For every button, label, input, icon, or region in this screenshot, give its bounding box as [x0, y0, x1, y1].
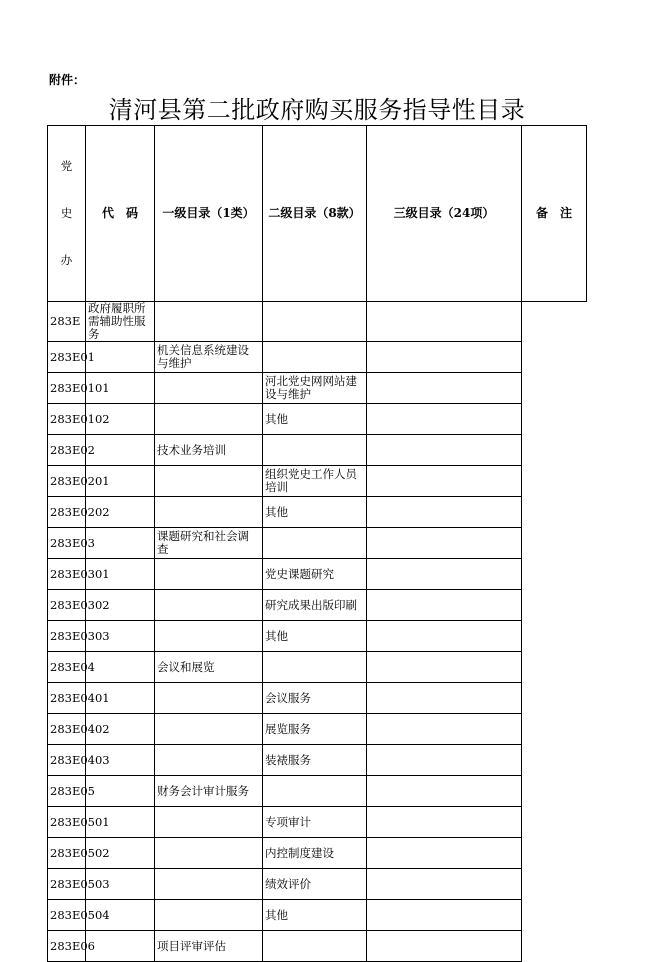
department-char: 史	[60, 206, 73, 220]
table-row	[48, 435, 587, 466]
cell-remark	[367, 745, 522, 776]
cell-level3: 其他	[263, 497, 367, 528]
cell-code: 283E0102	[48, 404, 86, 435]
table-row	[48, 807, 587, 838]
cell-remark	[367, 559, 522, 590]
table-row	[48, 714, 587, 745]
cell-level3	[263, 776, 367, 807]
page-title: 清河县第二批政府购买服务指导性目录	[108, 96, 526, 124]
cell-level2: 财务会计审计服务	[155, 776, 263, 807]
cell-remark	[367, 838, 522, 869]
cell-code: 283E0402	[48, 714, 86, 745]
cell-level3: 组织党史工作人员培训	[263, 466, 367, 497]
cell-remark	[367, 714, 522, 745]
cell-level2	[155, 838, 263, 869]
cell-remark	[367, 497, 522, 528]
cell-code: 283E0403	[48, 745, 86, 776]
cell-code: 283E0401	[48, 683, 86, 714]
cell-code: 283E0303	[48, 621, 86, 652]
cell-remark	[367, 435, 522, 466]
cell-level2	[155, 807, 263, 838]
cell-level3: 河北党史网网站建设与维护	[263, 373, 367, 404]
cell-code: 283E0501	[48, 807, 86, 838]
cell-level1	[86, 342, 155, 373]
table-row	[48, 559, 587, 590]
cell-level3	[263, 931, 367, 962]
cell-level2: 会议和展览	[155, 652, 263, 683]
cell-level2	[155, 621, 263, 652]
department-char: 党	[60, 159, 73, 173]
cell-remark	[367, 776, 522, 807]
cell-level3: 党史课题研究	[263, 559, 367, 590]
cell-level3: 装裱服务	[263, 745, 367, 776]
cell-remark	[367, 590, 522, 621]
cell-level2	[155, 714, 263, 745]
table-row	[48, 869, 587, 900]
cell-level3: 其他	[263, 621, 367, 652]
cell-level1	[86, 528, 155, 559]
cell-code: 283E06	[48, 931, 86, 962]
cell-level1	[86, 931, 155, 962]
cell-level2: 机关信息系统建设与维护	[155, 342, 263, 373]
table-row	[48, 838, 587, 869]
header-level2: 二级目录（8款）	[263, 126, 367, 302]
cell-level3: 专项审计	[263, 807, 367, 838]
cell-level1	[86, 652, 155, 683]
table-row	[48, 590, 587, 621]
cell-level2	[155, 302, 263, 342]
department-char: 办	[60, 253, 73, 267]
cell-level3: 内控制度建设	[263, 838, 367, 869]
cell-code: 283E0201	[48, 466, 86, 497]
cell-level2	[155, 869, 263, 900]
cell-remark	[367, 302, 522, 342]
cell-level3	[263, 342, 367, 373]
cell-level2	[155, 466, 263, 497]
table-row	[48, 776, 587, 807]
cell-level2: 课题研究和社会调查	[155, 528, 263, 559]
cell-code: 283E0302	[48, 590, 86, 621]
cell-level2	[155, 404, 263, 435]
cell-remark	[367, 466, 522, 497]
cell-level2	[155, 745, 263, 776]
attachment-label: 附件：	[49, 73, 86, 87]
cell-level2	[155, 683, 263, 714]
cell-level2	[155, 590, 263, 621]
table-row	[48, 900, 587, 931]
cell-remark	[367, 528, 522, 559]
cell-level3: 绩效评价	[263, 869, 367, 900]
cell-level3: 展览服务	[263, 714, 367, 745]
cell-level3: 其他	[263, 900, 367, 931]
cell-remark	[367, 373, 522, 404]
header-level3: 三级目录（24项）	[367, 126, 522, 302]
cell-code: 283E03	[48, 528, 86, 559]
cell-level2	[155, 900, 263, 931]
cell-level1: 政府履职所需辅助性服务	[86, 302, 155, 342]
cell-code: 283E0504	[48, 900, 86, 931]
cell-level2	[155, 497, 263, 528]
cell-code: 283E0502	[48, 838, 86, 869]
table-row	[48, 621, 587, 652]
header-remark: 备 注	[522, 126, 587, 302]
cell-level2	[155, 559, 263, 590]
cell-level3	[263, 435, 367, 466]
cell-code: 283E05	[48, 776, 86, 807]
table-row	[48, 652, 587, 683]
cell-remark	[367, 621, 522, 652]
cell-code: 283E01	[48, 342, 86, 373]
table-row	[48, 745, 587, 776]
cell-remark	[367, 807, 522, 838]
table-row	[48, 373, 587, 404]
cell-level3	[263, 302, 367, 342]
cell-code: 283E	[48, 302, 86, 342]
cell-code: 283E02	[48, 435, 86, 466]
cell-level3: 其他	[263, 404, 367, 435]
cell-code: 283E0101	[48, 373, 86, 404]
header-code: 代 码	[86, 126, 155, 302]
table-row	[48, 342, 587, 373]
table-row	[48, 466, 587, 497]
cell-remark	[367, 404, 522, 435]
cell-remark	[367, 931, 522, 962]
table-row	[48, 931, 587, 962]
cell-level3: 会议服务	[263, 683, 367, 714]
cell-level2: 项目评审评估	[155, 931, 263, 962]
cell-code: 283E0301	[48, 559, 86, 590]
cell-code: 283E0503	[48, 869, 86, 900]
cell-remark	[367, 900, 522, 931]
cell-code: 283E04	[48, 652, 86, 683]
table-row	[48, 683, 587, 714]
cell-remark	[367, 869, 522, 900]
table-header-row	[48, 126, 587, 302]
directory-table	[47, 125, 587, 962]
table-row	[48, 302, 587, 342]
cell-remark	[367, 342, 522, 373]
cell-level2: 技术业务培训	[155, 435, 263, 466]
cell-remark	[367, 683, 522, 714]
cell-level3: 研究成果出版印刷	[263, 590, 367, 621]
header-level1: 一级目录（1类）	[155, 126, 263, 302]
cell-level3	[263, 652, 367, 683]
cell-level1	[86, 776, 155, 807]
cell-level1	[86, 435, 155, 466]
cell-code: 283E0202	[48, 497, 86, 528]
table-row	[48, 528, 587, 559]
cell-level2	[155, 373, 263, 404]
table-row	[48, 497, 587, 528]
department-cell	[48, 126, 86, 302]
cell-remark	[367, 652, 522, 683]
table-row	[48, 404, 587, 435]
cell-level3	[263, 528, 367, 559]
